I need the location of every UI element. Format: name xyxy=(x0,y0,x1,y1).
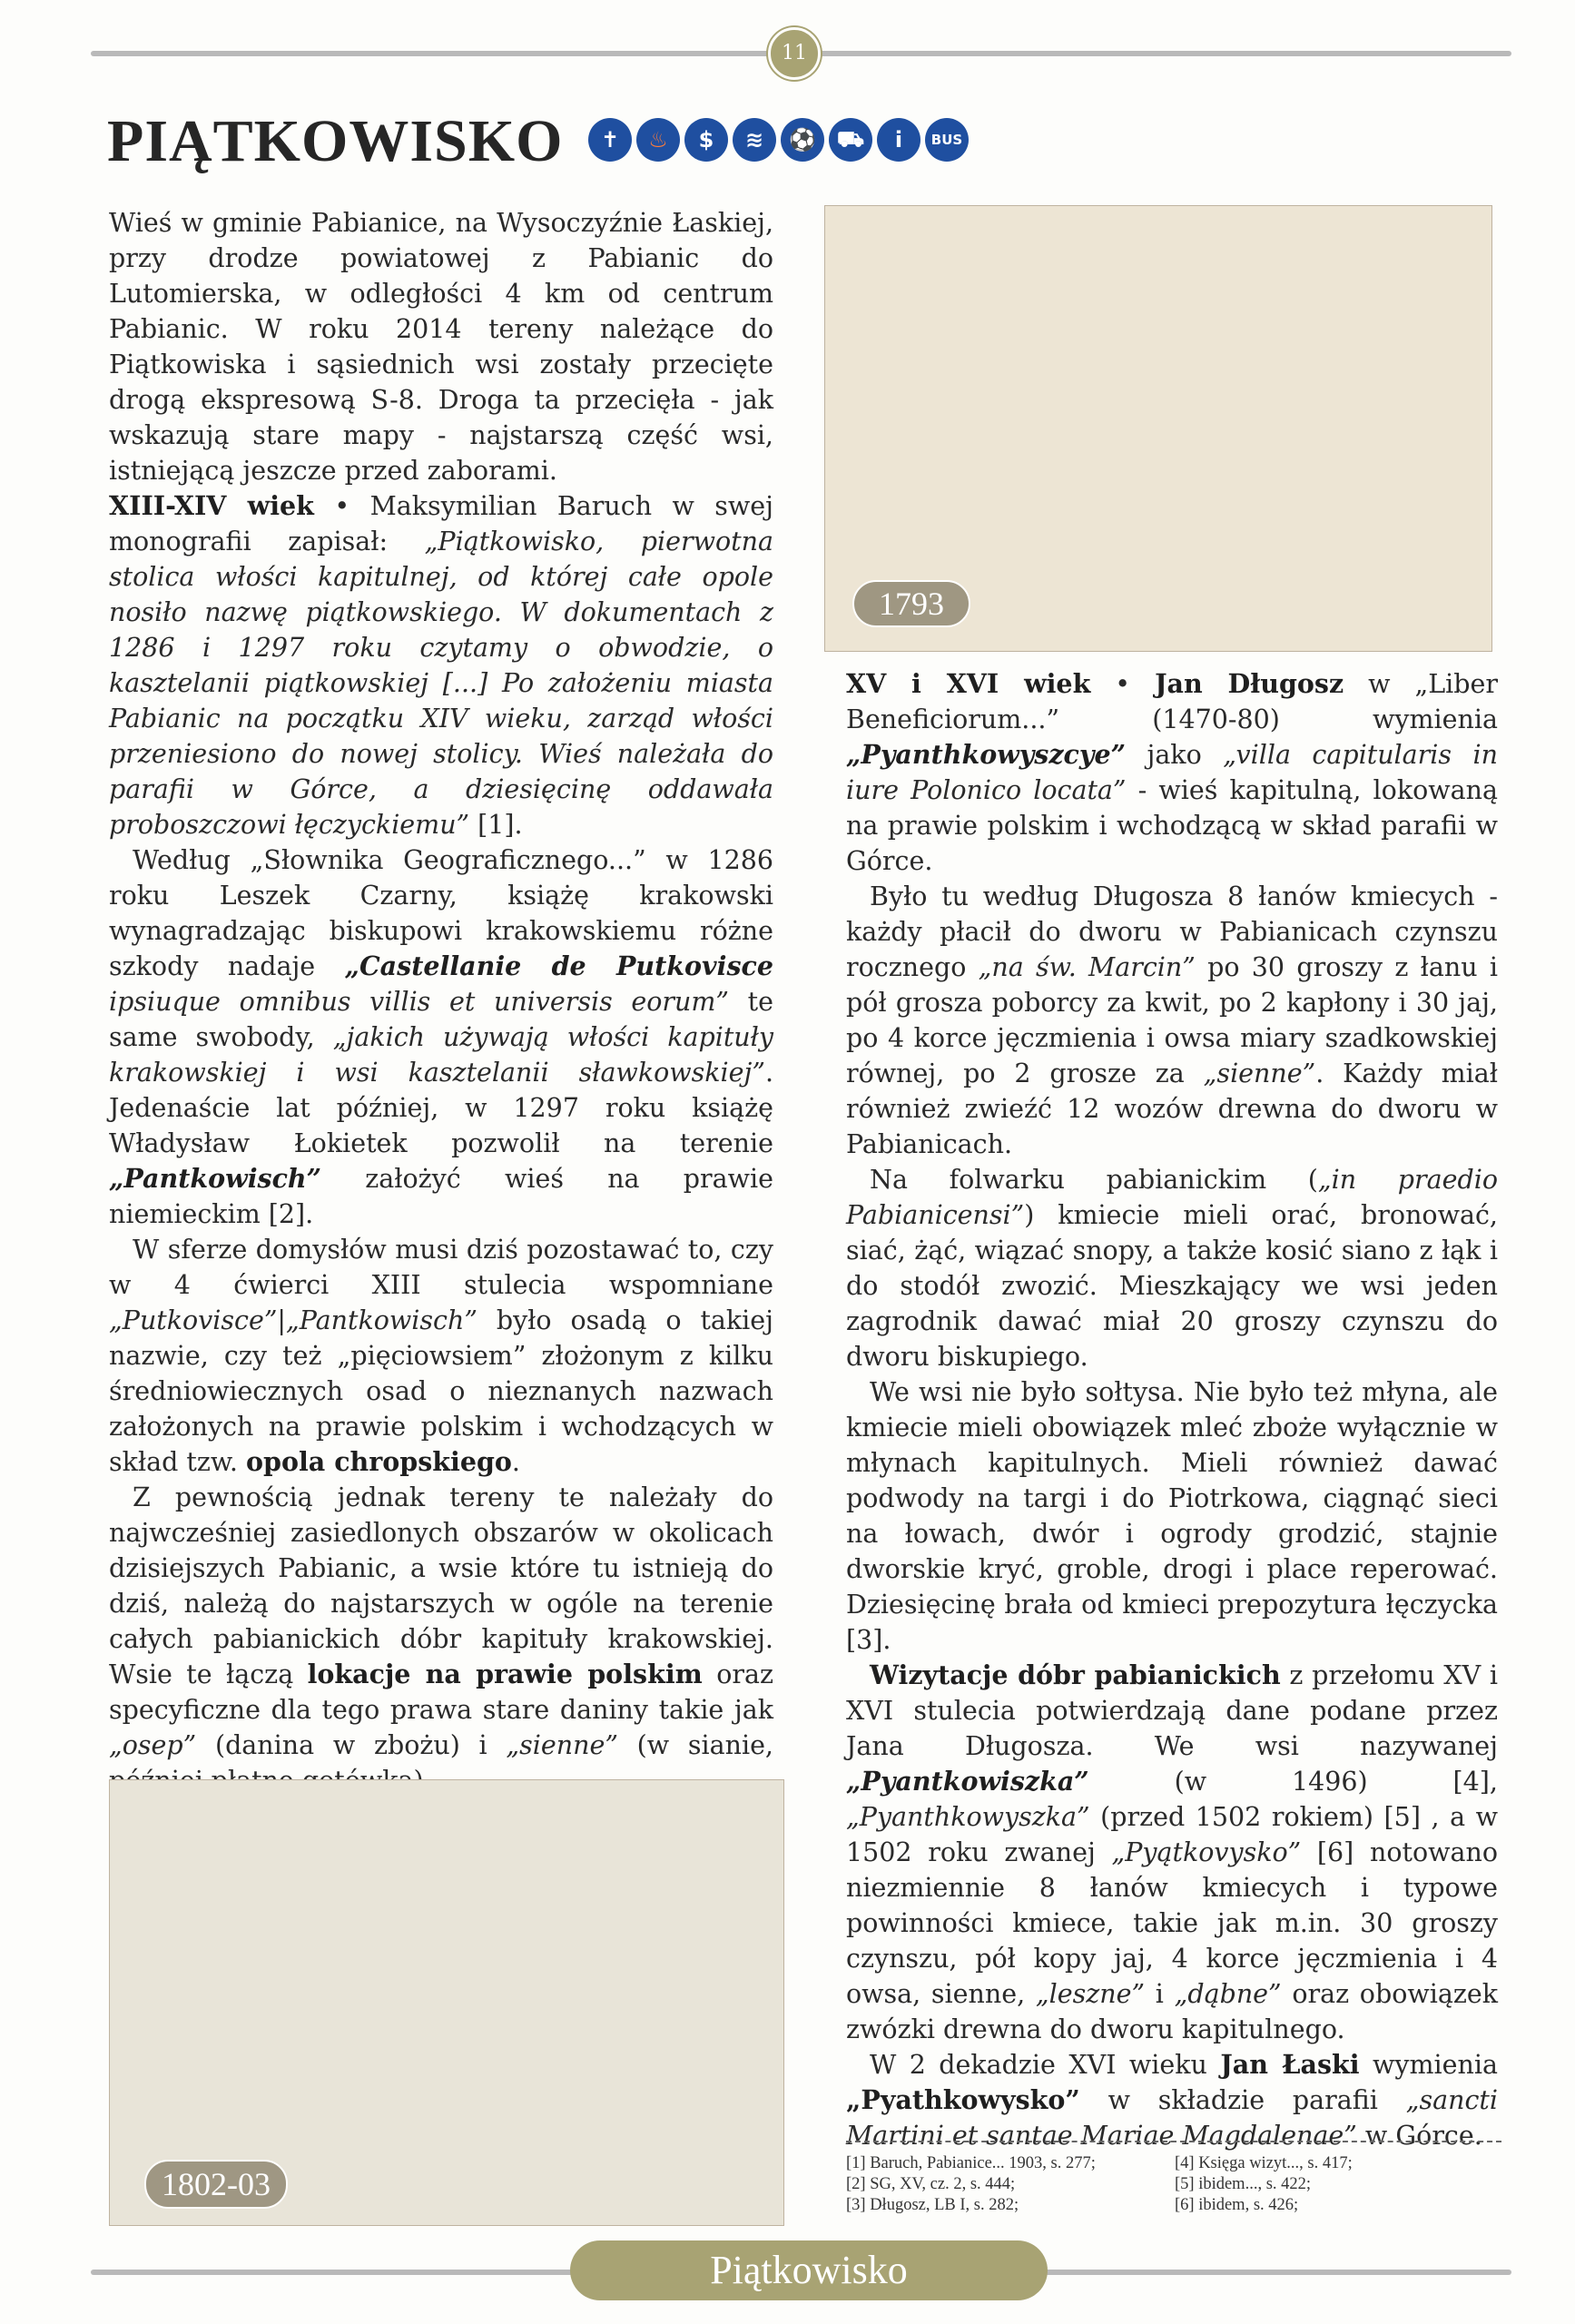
footnote: [1] Baruch, Pabianice... 1903, s. 277; xyxy=(846,2154,1096,2172)
footer-title: Piątkowisko xyxy=(570,2240,1048,2300)
footnote: [6] ibidem, s. 426; xyxy=(1175,2196,1299,2214)
footnote: [4] Księga wizyt..., s. 417; xyxy=(1175,2154,1353,2172)
dollar-icon: $ xyxy=(684,118,728,162)
footnotes-left xyxy=(846,2153,1146,2216)
bus-icon: BUS xyxy=(925,118,969,162)
paragraph-wiek-15: XV i XVI wiek • Jan Długosz w „Liber Beneficiorum...” (1470-80) wymienia „Pyanthkowyszcye” jako „villa capitularis in iure Polonico locata” - wieś kapitulną, lokowaną na prawie polskim i wchodzącą w skład parafii w Górce. xyxy=(846,668,1498,876)
paragraph-intro: Wieś w gminie Pabianice, na Wysoczyźnie Łaskiej, przy drodze powiatowej z Pabianic do Lutomierska, w odległości 4 km od centrum Pabianic. W roku 2014 tereny należące do Piątkowiska i sąsiednich wsi zostały przecięte drogą ekspresową S-8. Droga ta przecięła - jak wskazują stare mapy - najstarszą część wsi, istniejącą jeszcze przed zaborami. xyxy=(109,208,773,486)
footnote: [2] SG, XV, cz. 2, s. 444; xyxy=(846,2175,1016,2193)
heading-wiek-13: XIII-XIV wiek xyxy=(109,490,314,521)
paragraph-sfera: W sferze domysłów musi dziś pozostawać to, czy w 4 ćwierci XIII stulecia wspomniane „Putkovisce”|„Pantkowisch” było osadą o takiej nazwie, czy też „pięciowsiem” złożonym z kilku średniowiecznych osad o nieznanych nazwach założonych na prawie polskim i wchodzących w skład tzw. opola chropskiego. xyxy=(109,1235,773,1477)
footnote: [5] ibidem..., s. 422; xyxy=(1175,2175,1312,2193)
paragraph-slownik: Według „Słownika Geograficznego...” w 1286 roku Leszek Czarny, książę krakowski wynagradzając biskupowi krakowskiemu różne szkody nadaje „Castellanie de Putkovisce ipsiuque omnibus villis et universis eorum” te same swobody, „jakich używają włości kapituły krakowskiej i wsi kasztelanii sławkowskiej”. Jedenaście lat później, w 1297 roku książę Władysław Łokietek pozwolił na terenie „Pantkowisch” założyć wieś na prawie niemieckim [2]. xyxy=(109,845,773,1229)
cake-icon: ≋ xyxy=(733,118,776,162)
paragraph-wiek-13: XIII-XIV wiek • Maksymilian Baruch w swej monografii zapisał: „Piątkowisko, pierwotna stolica włości kapitulnej, od której całe opole nosiło nazwę piątkowskiego. W dokumentach z 1286 i 1297 roku czytamy o obwodzie, o kasztelanii piątkowskiej [...] Po założeniu miasta Pabianic na początku XIV wieku, zarząd włości przeniesiono do nowej stolicy. Wieś należała do parafii w Górce, a dziesięcinę oddawała proboszczowi łęczyckiemu” [1]. xyxy=(109,490,773,840)
ball-icon: ⚽ xyxy=(781,118,824,162)
amenity-icons xyxy=(588,118,969,162)
paragraph-lany: Było tu według Długosza 8 łanów kmiecych - każdy płacił do dworu w Pabianicach czynszu rocznego „na św. Marcin” po 30 groszy z łanu i pół grosza poborcy za kwit, po 2 kapłony i 30 jaj, po 4 korce jęczmienia i owsa miary szadkowskiej równej, po 2 grosze za „sienne”. Każdy miał również zwieźć 12 wozów drewna do dworu w Pabianicach. xyxy=(846,881,1498,1159)
footnote-divider xyxy=(846,2141,1501,2142)
paragraph-laski: W 2 dekadzie XVI wieku Jan Łaski wymienia „Pyathkowysko” w składzie parafii „sancti Martini et santae Mariae Magdalenae” w Górce. xyxy=(846,2049,1499,2151)
footnote: [3] Długosz, LB I, s. 282; xyxy=(846,2196,1019,2214)
church-icon: ✝ xyxy=(588,118,632,162)
footnotes-right xyxy=(1175,2153,1501,2216)
map-year-badge: 1802-03 xyxy=(144,2160,288,2209)
right-column xyxy=(846,666,1498,2153)
paragraph-wizytacje: Wizytacje dóbr pabianickich z przełomu XV i XVI stulecia potwierdzają dane podane przez Jana Długosza. We wsi nazywanej „Pyantkowiszka” (w 1496) [4], „Pyanthkowyszka” (przed 1502 rokiem) [5] , a w 1502 roku zwanej „Pyątkovysko” [6] notowano niezmiennie 8 łanów kmiecych i typowe powinności kmiece, takie jak m.in. 30 groszy czynszu, pół kopy jaj, 4 korce jęczmienia i 4 owsa, sienne, „leszne” i „dąbne” oraz obowiązek zwózki drewna do dworu kapitulnego. xyxy=(846,1659,1499,2044)
info-icon: i xyxy=(877,118,920,162)
heading-wiek-15: XV i XVI wiek xyxy=(846,668,1091,699)
paragraph-soltys: We wsi nie było sołtysa. Nie było też młyna, ale kmiecie mieli obowiązek mleć zboże wyłącznie w młynach kapitulnych. Mieli również dawać podwody na targi i do Piotrkowa, ciągnąć sieci na łowach, dwór i ogrody grodzić, stajnie dworskie kryć, groble, drogi i place reperować. Dziesięcinę brała od kmieci prepozytura łęczycka [3]. xyxy=(846,1377,1498,1655)
map-1793 xyxy=(824,205,1492,652)
shop-cart-icon: ⛟ xyxy=(829,118,872,162)
paragraph-folwark: Na folwarku pabianickim („in praedio Pabianicensi”) kmiecie mieli orać, bronować, siać, żąć, wiązać snopy, a także kosić siano z łąk i do stodół zwozić. Mieszkający we wsi jeden zagrodnik dawać miał 20 groszy czynszu do dworu biskupiego. xyxy=(846,1165,1498,1372)
fire-icon: ♨ xyxy=(636,118,680,162)
page-number: 11 xyxy=(768,27,821,80)
left-column xyxy=(109,205,773,1798)
paragraph-pewnosc: Z pewnością jednak tereny te należały do najwcześniej zasiedlonych obszarów w okolicach dzisiejszych Pabianic, a wsie które tu istnieją do dziś, należą do najstarszych w ogóle na terenie całych pabianickich dóbr kapituły krakowskiej. Wsie te łączą lokacje na prawie polskim oraz specyficzne dla tego prawa stare daniny takie jak „osep” (danina w zbożu) i „sienne” (w sianie, xyxy=(109,1482,773,1760)
map-1802 xyxy=(109,1779,784,2226)
map-year-badge: 1793 xyxy=(852,580,970,627)
page-title: PIĄTKOWISKO xyxy=(107,108,564,174)
